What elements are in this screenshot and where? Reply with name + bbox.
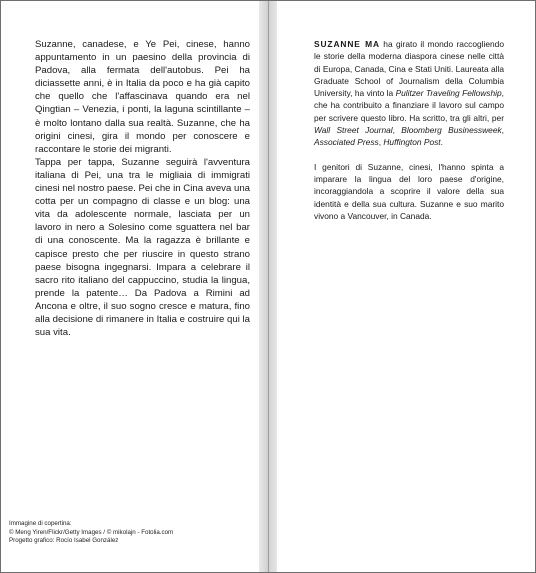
fold-line [268, 1, 269, 572]
synopsis-text [35, 38, 250, 339]
bio-text-part-1: ha girato il mondo raccogliendo le storie della moderna diaspora cinese nelle città di Europa, Canada, Cina e Stati Uniti. Laureata alla Graduate School of Journalism della Columbia University, ha vinto la [314, 39, 504, 99]
publication-2: Bloomberg Businessweek [401, 125, 502, 136]
award-name: Pulitzer Traveling Fellowship [395, 88, 502, 99]
credits-heading: Immagine di copertina: [9, 520, 72, 527]
credits-image-sources: © Meng Yiren/Flickr/Getty Images / © mikolajn - Fotolia.com [9, 528, 174, 536]
separator-2: , [501, 125, 504, 136]
separator-1: , [392, 125, 402, 136]
publication-1: Wall Street Journal [314, 125, 393, 136]
publication-4: Huffington Post [383, 137, 441, 148]
bio-end: . [440, 137, 443, 148]
author-bio [314, 38, 504, 222]
cover-credits [9, 520, 254, 546]
publication-3: Associated Press [314, 137, 379, 148]
credits-design: Progetto grafico: Rocío Isabel González [9, 537, 119, 545]
author-bio-paragraph-2: I genitori di Suzanne, cinesi, l'hanno spinta a imparare la lingua del loro paese d'origine, incoraggiandola a scoprire il valore della sua identità e della sua cultura. Suzanne e suo marito vivono a Vancouver, in Canada. [314, 161, 504, 221]
synopsis-paragraph-1: Suzanne, canadese, e Ye Pei, cinese, hanno appuntamento in un paesino della provincia di Padova, alla fermata dell'autobus. Pei ha diciassette anni, è in Italia da poco e ha già capito che quello che l'affascinava quando era nel Qingtian – Venezia, i ponti, la laguna scintillante – è molto lontano dalla sua realtà. Suzanne, che ha origini cinesi, gira il mondo per conoscere e raccontare le storie dei migranti. [35, 39, 250, 155]
synopsis-paragraph-2: Tappa per tappa, Suzanne seguirà l'avventura italiana di Pei, una tra le migliaia di immigrati cinesi nel nostro paese. Pei che in Cina aveva una cotta per un compagno di classe e un blog: una vita da adolescente normale, lasciata per un lavoro in nero a Solesino come sguattera nel bar di una conoscente. Ma la ragazza è brillante e capisce presto che per riuscire in questo strano paese bisogna ingegnarsi. Impara a celebrare il sacro rito italiano del cappuccino, studia la lingua, prende la patente… Da Padova a Rimini ad Ancona e oltre, il suo sogno cresce e matura, fino alla decisione di rimanere in Italia e costruire qui la sua vita. [35, 156, 250, 339]
separator-3: , [378, 137, 384, 148]
author-bio-paragraph-1 [314, 38, 504, 149]
author-name: SUZANNE MA [314, 39, 380, 49]
bio-text-part-2: , che ha contribuito a finanziare il lavoro sul campo per scrivere questo libro. Ha scritto, tra gli altri, per [314, 88, 504, 123]
